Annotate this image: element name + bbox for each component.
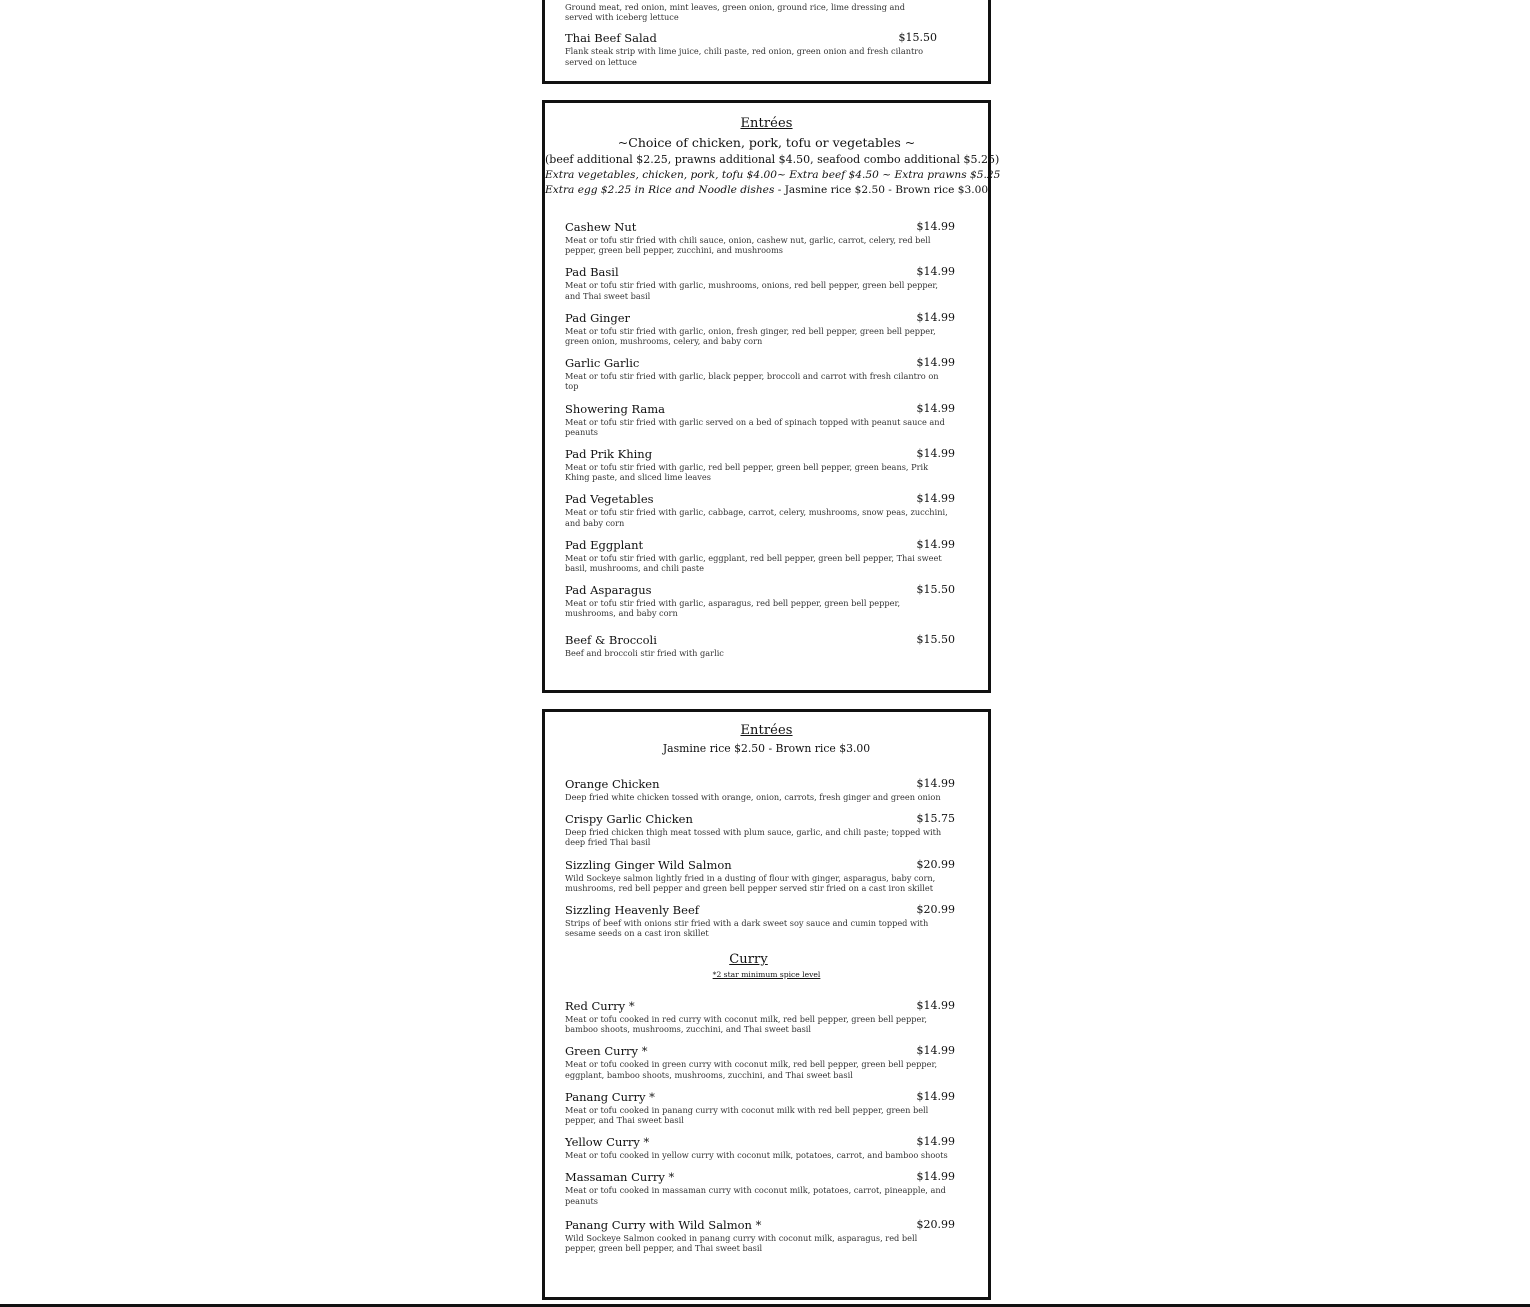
item-name: Green Curry * bbox=[565, 1044, 648, 1059]
item-price: $20.99 bbox=[916, 903, 955, 917]
item-name: Yellow Curry * bbox=[565, 1135, 650, 1150]
item-price: $20.99 bbox=[916, 857, 955, 871]
item-price: $14.99 bbox=[916, 447, 955, 461]
menu-item bbox=[565, 1218, 955, 1253]
item-name: Beef & Broccoli bbox=[565, 632, 657, 647]
item-name: Pad Basil bbox=[565, 265, 619, 280]
curry-header bbox=[545, 952, 988, 979]
item-description: Wild Sockeye salmon lightly fried in a dusting of flour with ginger, asparagus, baby corn, mushrooms, red bell pepper and green bell pepper served stir fried on a cast iron skillet bbox=[565, 872, 936, 893]
menu-item bbox=[565, 31, 937, 66]
item-description: Beef and broccoli stir fried with garlic bbox=[565, 647, 724, 658]
menu-item bbox=[565, 903, 955, 938]
item-description: Meat or tofu stir fried with garlic, cabbage, carrot, celery, mushrooms, snow peas, zucchini, and baby corn bbox=[565, 507, 948, 528]
item-description: Meat or tofu cooked in red curry with coconut milk, red bell pepper, green bell pepper, bamboo shoots, mushrooms, zucchini, and Thai sweet basil bbox=[565, 1014, 927, 1035]
item-name: Showering Rama bbox=[565, 401, 665, 416]
section-title: Entrées bbox=[740, 116, 793, 131]
item-name: Panang Curry * bbox=[565, 1089, 655, 1104]
item-name: Garlic Garlic bbox=[565, 356, 640, 371]
item-price: $15.50 bbox=[916, 583, 955, 597]
item-price: $14.99 bbox=[916, 220, 955, 233]
item-description: Meat or tofu stir fried with chili sauce, onion, cashew nut, garlic, carrot, celery, red bell pepper, green bell pepper, zucchini, and mushrooms bbox=[565, 235, 931, 256]
menu-item bbox=[565, 777, 955, 802]
item-name: Pad Eggplant bbox=[565, 537, 644, 552]
entrees-panel-2 bbox=[542, 709, 991, 1300]
additional-price-line: (beef additional $2.25, prawns additional $4.50, seafood combo additional $5.25) bbox=[545, 153, 1000, 166]
menu-item bbox=[565, 999, 955, 1034]
item-description: Meat or tofu cooked in massaman curry with coconut milk, potatoes, carrot, pineapple, and peanuts bbox=[565, 1185, 946, 1206]
item-description: Meat or tofu stir fried with garlic, onion, fresh ginger, red bell pepper, green bell pepper, green onion, mushrooms, celery, and baby corn bbox=[565, 325, 936, 347]
item-name: Pad Ginger bbox=[565, 310, 631, 325]
salads-panel bbox=[542, 0, 991, 84]
item-price: $20.99 bbox=[916, 1217, 955, 1231]
item-price: $14.99 bbox=[916, 537, 955, 551]
item-name: Panang Curry with Wild Salmon * bbox=[565, 1217, 762, 1232]
item-name: Red Curry * bbox=[565, 999, 635, 1013]
item-description: Deep fried white chicken tossed with orange, onion, carrots, fresh ginger and green onion bbox=[565, 792, 941, 802]
section-title: Entrées bbox=[740, 723, 793, 738]
item-price: $15.75 bbox=[916, 812, 955, 826]
item-price: $14.99 bbox=[916, 1089, 955, 1103]
item-description: Meat or tofu stir fried with garlic, black pepper, broccoli and carrot with fresh cilantro on top bbox=[565, 371, 939, 392]
salads-list bbox=[565, 1, 937, 67]
rice-line: Jasmine rice $2.50 - Brown rice $3.00 bbox=[662, 742, 871, 755]
menu-item bbox=[565, 858, 955, 893]
item-price: $14.99 bbox=[916, 777, 955, 790]
menu-item bbox=[565, 583, 955, 618]
entrees-2-list bbox=[565, 777, 955, 938]
menu-item bbox=[565, 1135, 955, 1160]
item-name: Sizzling Ginger Wild Salmon bbox=[565, 857, 732, 872]
menu-item bbox=[565, 2, 937, 22]
item-description: Meat or tofu stir fried with garlic served on a bed of spinach topped with peanut sauce and peanuts bbox=[565, 416, 945, 437]
entrees-2-header bbox=[545, 723, 988, 755]
menu-item bbox=[565, 311, 955, 346]
item-description: Meat or tofu stir fried with garlic, asparagus, red bell pepper, green bell pepper, mushrooms, and baby corn bbox=[565, 598, 901, 619]
menu-item bbox=[565, 633, 955, 658]
choice-line: ~Choice of chicken, pork, tofu or vegetables ~ bbox=[617, 135, 916, 150]
item-description: Ground meat, red onion, mint leaves, green onion, ground rice, lime dressing and served with iceberg lettuce bbox=[565, 2, 905, 23]
item-description: Flank steak strip with lime juice, chili paste, red onion, green onion and fresh cilantro served on lettuce bbox=[565, 46, 924, 67]
item-description: Strips of beef with onions stir fried with a dark sweet soy sauce and cumin topped with sesame seeds on a cast iron skillet bbox=[565, 918, 929, 939]
menu-item bbox=[565, 356, 955, 391]
item-price: $14.99 bbox=[916, 310, 955, 324]
item-name: Cashew Nut bbox=[565, 220, 637, 234]
item-price: $14.99 bbox=[916, 492, 955, 506]
entrees-panel-1 bbox=[542, 100, 1001, 693]
item-name: Sizzling Heavenly Beef bbox=[565, 903, 700, 918]
spice-note: *2 star minimum spice level bbox=[712, 970, 821, 979]
item-price: $14.99 bbox=[916, 401, 955, 415]
item-price: $14.99 bbox=[916, 265, 955, 279]
item-price: $15.50 bbox=[898, 31, 937, 45]
item-description: Wild Sockeye Salmon cooked in panang curry with coconut milk, asparagus, red bell pepper, green bell pepper, and Thai sweet basil bbox=[565, 1232, 918, 1254]
menu-item bbox=[565, 1170, 955, 1205]
item-price: $15.50 bbox=[916, 632, 955, 646]
entrees-header bbox=[545, 116, 1001, 196]
item-description: Meat or tofu cooked in yellow curry with coconut milk, potatoes, carrot, and bamboo shoots bbox=[565, 1150, 948, 1161]
menu-item bbox=[565, 265, 955, 300]
menu-item bbox=[565, 812, 955, 847]
item-description: Meat or tofu stir fried with garlic, eggplant, red bell pepper, green bell pepper, Thai sweet basil, mushrooms, and chili paste bbox=[565, 552, 942, 574]
item-name: Pad Vegetables bbox=[565, 492, 654, 507]
item-name: Thai Beef Salad bbox=[565, 31, 657, 46]
egg-rice-line bbox=[545, 184, 988, 196]
entrees-1-list bbox=[565, 220, 955, 658]
menu-item bbox=[565, 492, 955, 527]
curry-list bbox=[565, 999, 955, 1253]
item-price: $14.99 bbox=[916, 1044, 955, 1058]
menu-item bbox=[565, 402, 955, 437]
menu-item bbox=[565, 538, 955, 573]
item-price: $14.99 bbox=[916, 1170, 955, 1184]
item-description: Meat or tofu stir fried with garlic, mushrooms, onions, red bell pepper, green bell pepper, and Thai sweet basil bbox=[565, 280, 939, 301]
item-description: Meat or tofu cooked in panang curry with coconut milk with red bell pepper, green bell pepper, and Thai sweet basil bbox=[565, 1104, 929, 1126]
section-title: Curry bbox=[729, 952, 768, 967]
item-name: Pad Prik Khing bbox=[565, 447, 653, 462]
extras-line: Extra vegetables, chicken, pork, tofu $4.00~ Extra beef $4.50 ~ Extra prawns $5.25 bbox=[545, 169, 1001, 181]
rice-note: - Jasmine rice $2.50 - Brown rice $3.00 bbox=[774, 184, 989, 196]
item-price: $14.99 bbox=[916, 999, 955, 1012]
menu-item bbox=[565, 1044, 955, 1079]
item-description: Meat or tofu stir fried with garlic, red bell pepper, green bell pepper, green beans, Prik Khing paste, and sliced lime leaves bbox=[565, 462, 929, 483]
item-price: $14.99 bbox=[916, 1135, 955, 1149]
egg-note: Extra egg $2.25 in Rice and Noodle dishes bbox=[545, 184, 775, 196]
item-price: $14.99 bbox=[916, 356, 955, 370]
menu-item bbox=[565, 220, 955, 255]
item-name: Pad Asparagus bbox=[565, 583, 652, 598]
item-description: Deep fried chicken thigh meat tossed with plum sauce, garlic, and chili paste; topped with deep fried Thai basil bbox=[565, 827, 942, 848]
item-description: Meat or tofu cooked in green curry with coconut milk, red bell pepper, green bell pepper, eggplant, bamboo shoots, mushrooms, zucchini, and Thai sweet basil bbox=[565, 1059, 938, 1080]
menu-item bbox=[565, 1090, 955, 1125]
item-name: Crispy Garlic Chicken bbox=[565, 812, 693, 827]
menu-item bbox=[565, 447, 955, 482]
item-name: Orange Chicken bbox=[565, 777, 660, 791]
item-name: Massaman Curry * bbox=[565, 1170, 675, 1185]
